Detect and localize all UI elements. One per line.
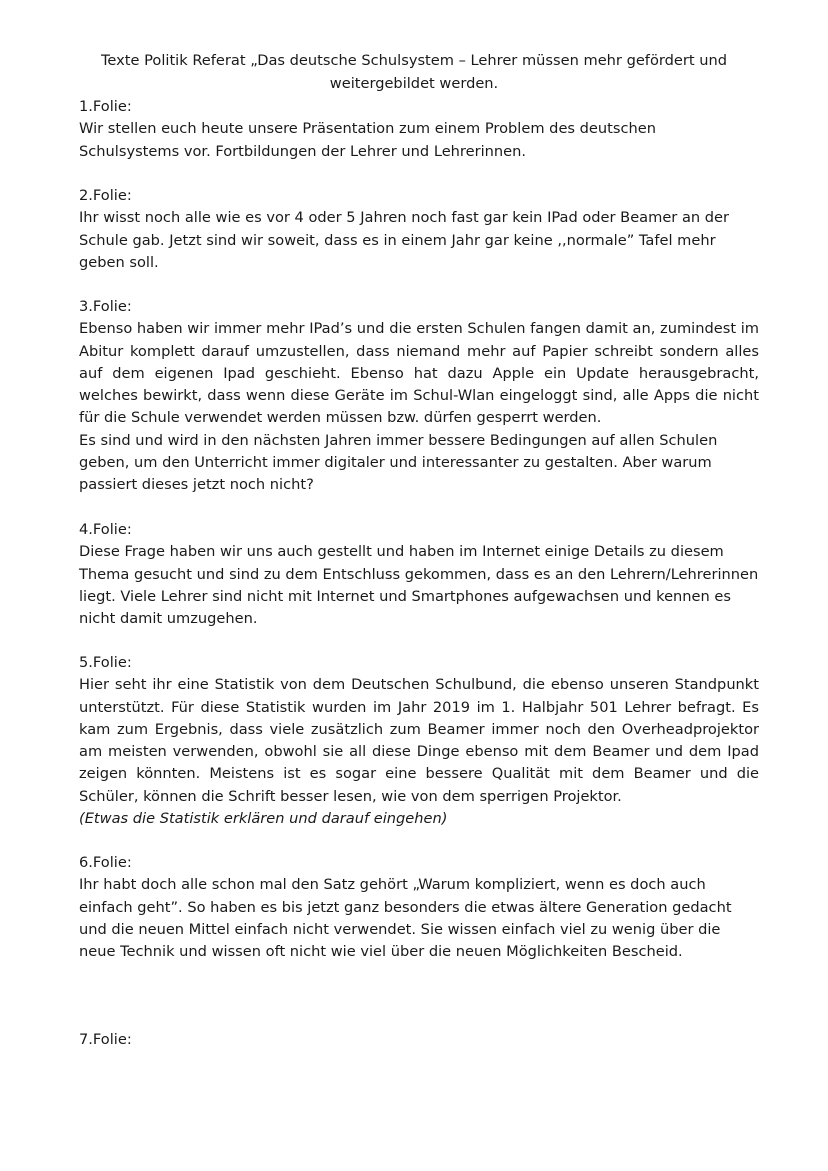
- section-folie-2: [79, 185, 759, 274]
- section-heading: 6.Folie:: [79, 854, 132, 871]
- section-folie-7: [79, 1029, 759, 1051]
- section-paragraph: Es sind und wird in den nächsten Jahren immer bessere Bedingungen auf allen Schulen geben, um den Unterricht immer digitaler und interessanter zu gestalten. Aber warum passiert dieses jetzt noch nicht?: [79, 431, 718, 494]
- section-paragraph: Ihr wisst noch alle wie es vor 4 oder 5 Jahren noch fast gar kein IPad oder Beamer an der Schule gab. Jetzt sind wir soweit, dass es in einem Jahr gar keine ,,normale” Tafel mehr geben soll.: [79, 209, 730, 271]
- section-folie-1: [79, 96, 759, 163]
- section-heading: 5.Folie:: [79, 654, 132, 671]
- section-heading: 3.Folie:: [79, 298, 132, 315]
- section-folie-3: [79, 296, 759, 497]
- section-paragraph: Wir stellen euch heute unsere Präsentation zum einem Problem des deutschen Schulsystems vor. Fortbildungen der Lehrer und Lehrerinnen.: [79, 120, 656, 160]
- document-title: [90, 50, 738, 95]
- section-paragraph: Diese Frage haben wir uns auch gestellt und haben im Internet einige Details zu diesem Thema gesucht und sind zu dem Entschluss gekommen, dass es an den Lehrern/Lehrerinnen liegt. Viele Lehrer sind nicht mit Internet und Smartphones aufgewachsen und kennen es nicht damit umzugehen.: [79, 543, 759, 628]
- section-heading: 7.Folie:: [79, 1031, 132, 1048]
- title-line-1: Texte Politik Referat „Das deutsche Schulsystem – Lehrer müssen mehr gefördert und: [101, 52, 727, 69]
- section-heading: 1.Folie:: [79, 98, 132, 115]
- section-paragraph: Ebenso haben wir immer mehr IPad’s und die ersten Schulen fangen damit an, zumindest im Abitur komplett darauf umzustellen, dass niemand mehr auf Papier schreibt sondern alles auf dem eigenen Ipad geschieht. Ebenso hat dazu Apple ein Update herausgebracht, welches bewirkt, dass wenn diese Geräte im Schul-Wlan eingeloggt sind, alle Apps die nicht für die Schule verwendet werden müssen bzw. dürfen gesperrt werden.: [79, 320, 759, 427]
- section-note: (Etwas die Statistik erklären und darauf eingehen): [79, 810, 448, 828]
- section-paragraph: Ihr habt doch alle schon mal den Satz gehört „Warum kompliziert, wenn es doch auch einfach geht”. So haben es bis jetzt ganz besonders die etwas ältere Generation gedacht und die neuen Mittel einfach nicht verwendet. Sie wissen einfach viel zu wenig über die neue Technik und wissen oft nicht wie viel über die neuen Möglichkeiten Bescheid.: [79, 876, 732, 961]
- section-folie-5: [79, 652, 759, 830]
- section-paragraph: Hier seht ihr eine Statistik von dem Deutschen Schulbund, die ebenso unseren Standpunkt unterstützt. Für diese Statistik wurden im Jahr 2019 im 1. Halbjahr 501 Lehrer befragt. Es kam zum Ergebnis, dass viele zusätzlich zum Beamer immer noch den Overheadprojektor am meisten verwenden, obwohl sie all diese Dinge ebenso mit dem Beamer und dem Ipad zeigen könnten. Meistens ist es sogar eine bessere Qualität mit dem Beamer und die Schüler, können die Schrift besser lesen, wie von dem sperrigen Projektor.: [79, 676, 759, 805]
- section-folie-4: [79, 519, 759, 630]
- title-line-2: weitergebildet werden.: [329, 74, 499, 92]
- section-heading: 4.Folie:: [79, 521, 132, 538]
- section-folie-6: [79, 852, 759, 963]
- section-heading: 2.Folie:: [79, 187, 132, 204]
